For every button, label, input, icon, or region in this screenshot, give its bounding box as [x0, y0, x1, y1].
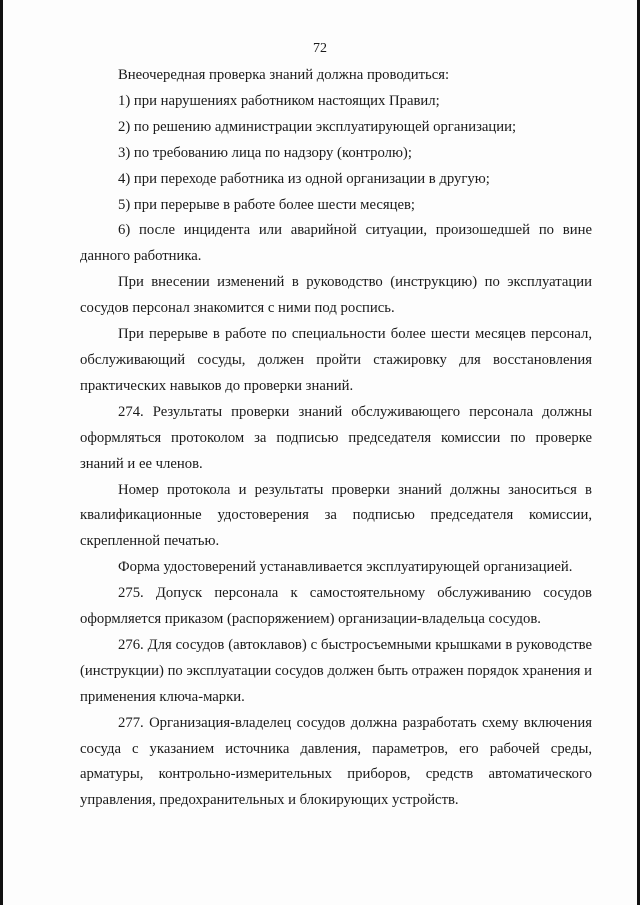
- section-276: 276. Для сосудов (автоклавов) с быстросъемными крышками в руководстве (инструкции) по эксплуатации сосудов должен быть отражен порядок хранения и применения ключа-марки.: [80, 636, 592, 705]
- section-274: 274. Результаты проверки знаний обслуживающего персонала должны оформляться протоколом за подписью председателя комиссии по проверке знаний и ее членов.: [80, 403, 592, 472]
- section-277: 277. Организация-владелец сосудов должна разработать схему включения сосуда с указанием источника давления, параметров, его рабочей среды, арматуры, контрольно-измерительных приборов, средств автоматического управления, предохранительных и блокирующих устройств.: [80, 714, 592, 809]
- list-item: 3) по требованию лица по надзору (контролю);: [118, 144, 412, 161]
- paragraph: При внесении изменений в руководство (инструкцию) по эксплуатации сосудов персонал знакомится с ними под роспись.: [80, 274, 592, 317]
- body-text: [80, 63, 592, 814]
- list-item: 1) при нарушениях работником настоящих Правил;: [118, 92, 440, 109]
- list-item: 5) при перерыве в работе более шести месяцев;: [118, 196, 416, 213]
- paragraph: Внеочередная проверка знаний должна проводиться:: [118, 67, 450, 83]
- paragraph: Форма удостоверений устанавливается эксплуатирующей организацией.: [118, 559, 573, 576]
- scan-left-edge: [0, 0, 3, 905]
- paragraph: При перерыве в работе по специальности более шести месяцев персонал, обслуживающий сосуды, должен пройти стажировку для восстановления практических навыков до проверки знаний.: [80, 326, 592, 394]
- list-item: 6) после инцидента или аварийной ситуации, произошедшей по вине данного работника.: [80, 222, 592, 265]
- list-item: 2) по решению администрации эксплуатирующей организации;: [118, 118, 517, 135]
- page-number: 72: [313, 41, 327, 56]
- section-275: 275. Допуск персонала к самостоятельному обслуживанию сосудов оформляется приказом (распоряжением) организации-владельца сосудов.: [80, 585, 592, 628]
- paragraph: Номер протокола и результаты проверки знаний должны заноситься в квалификационные удостоверения за подписью председателя комиссии, скрепленной печатью.: [80, 481, 592, 550]
- list-item: 4) при переходе работника из одной организации в другую;: [118, 170, 490, 187]
